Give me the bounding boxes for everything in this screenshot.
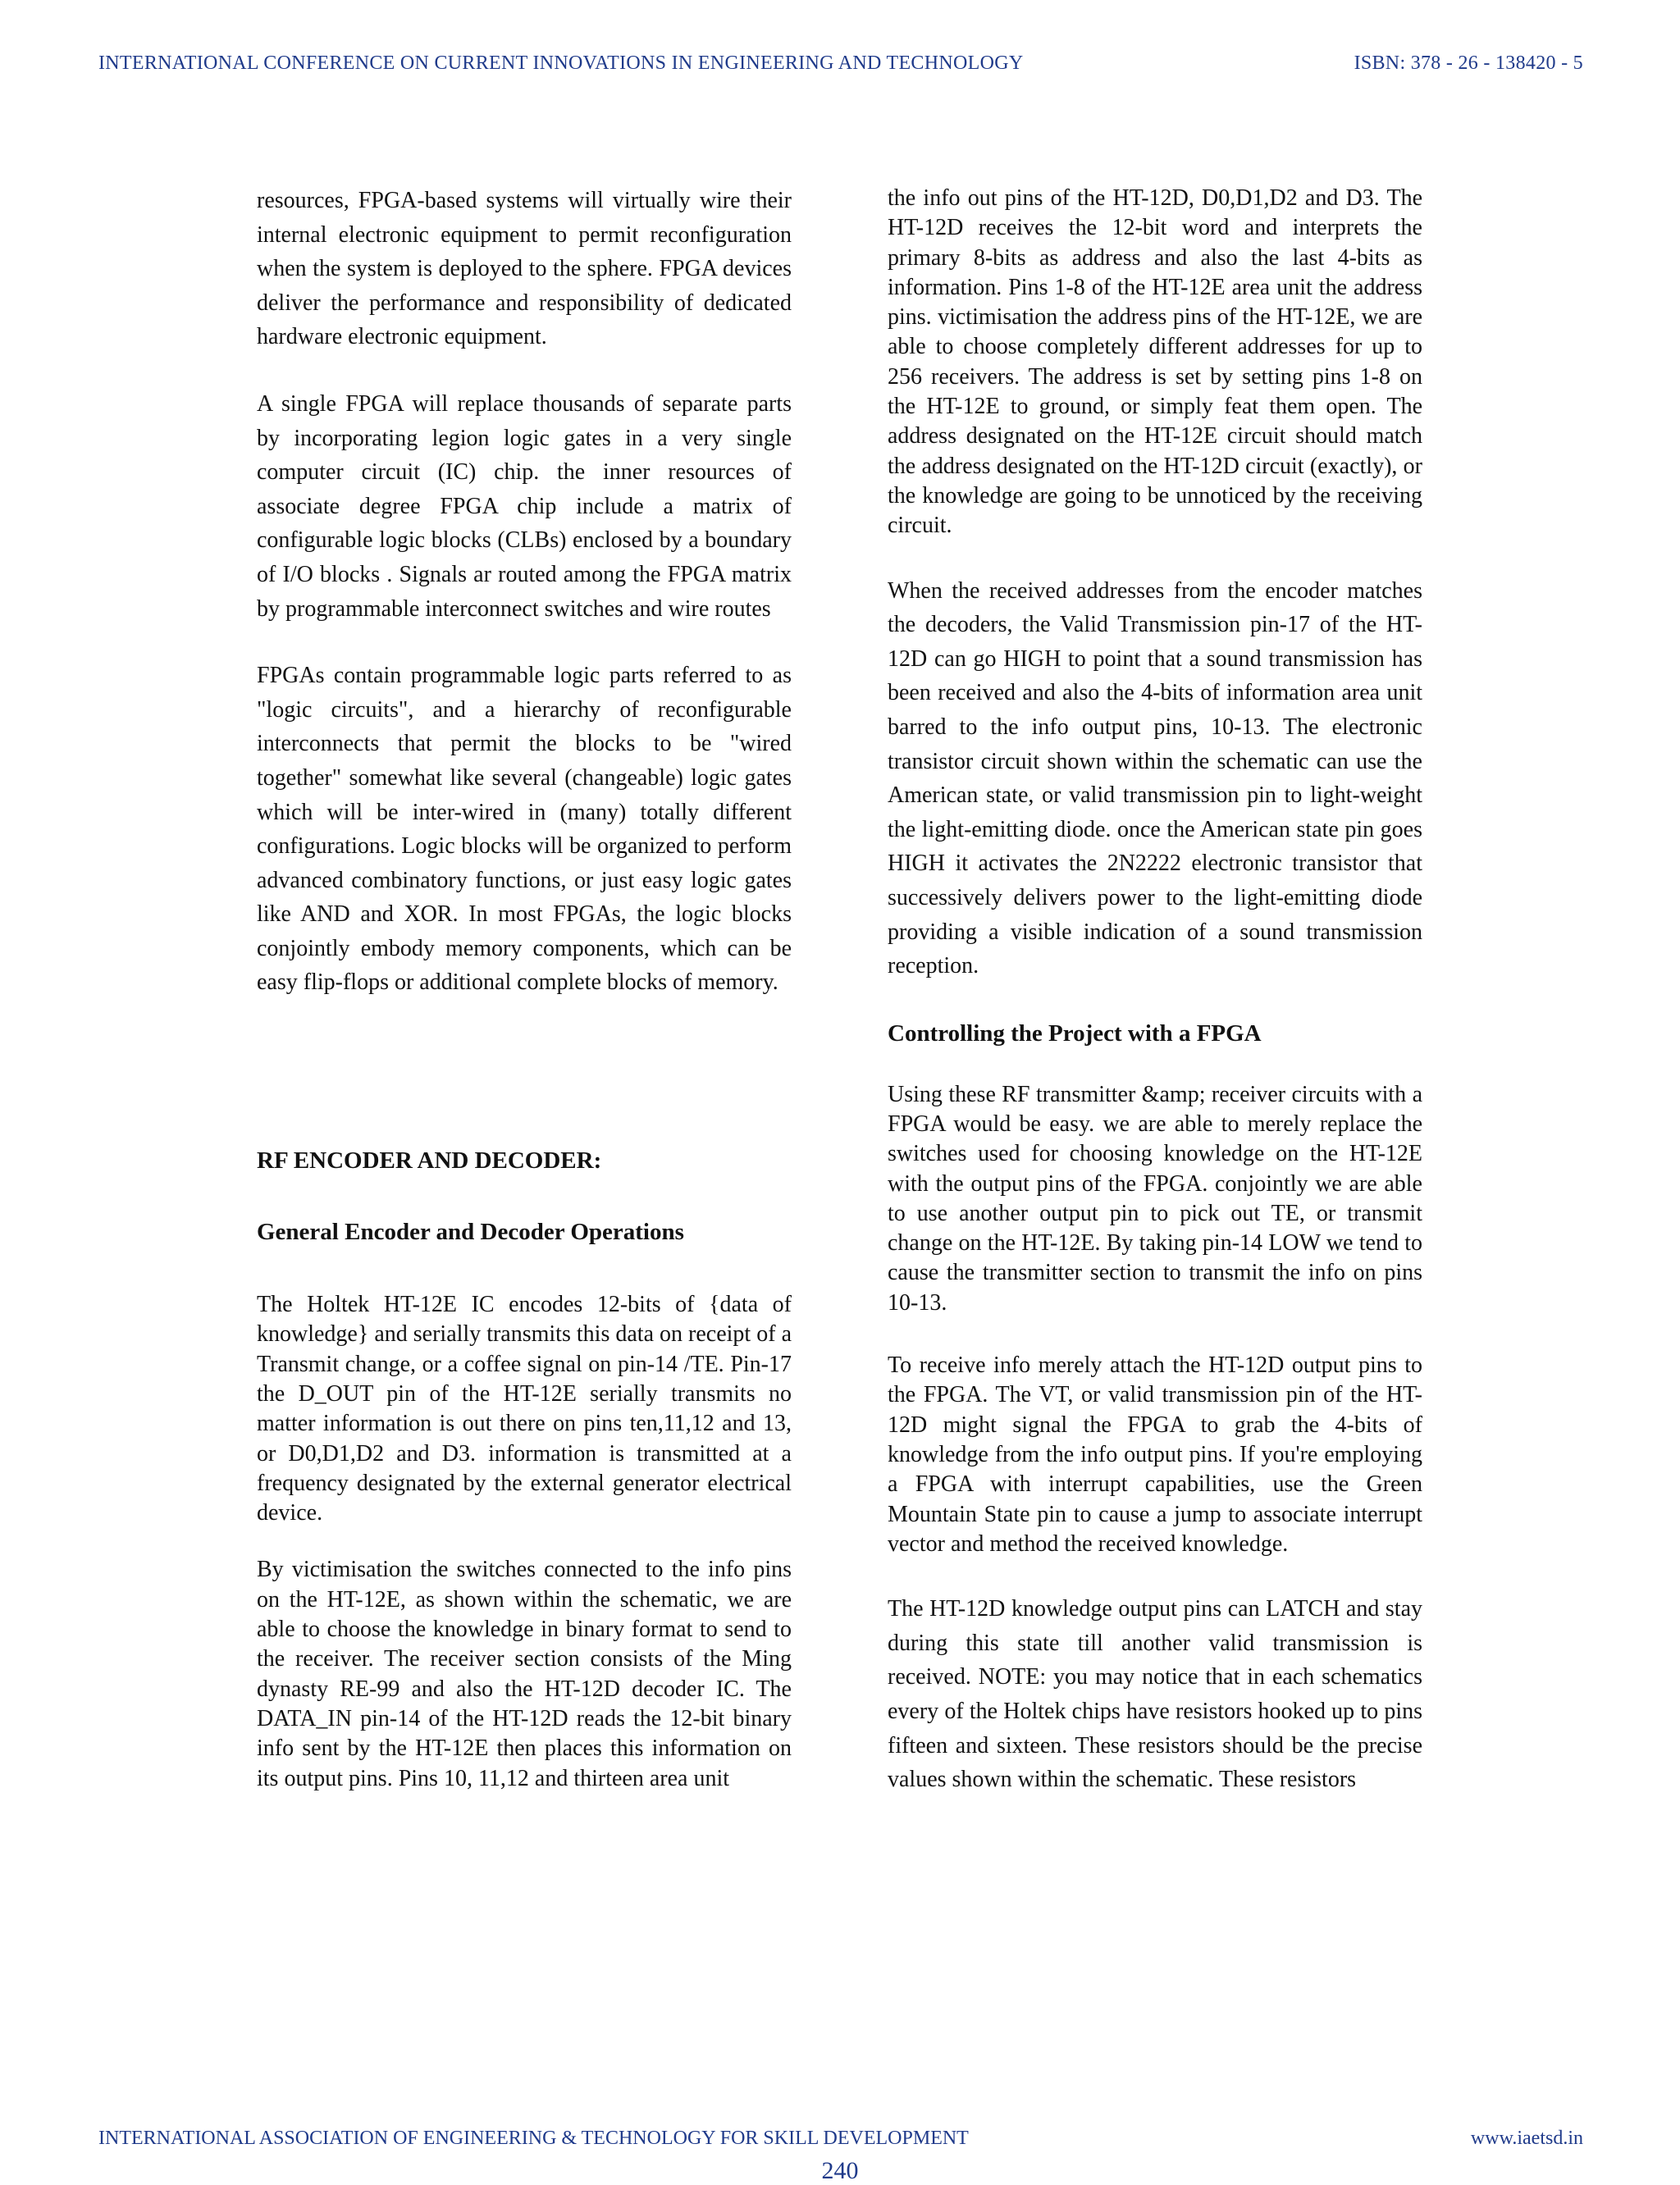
section-heading-rf-encoder: RF ENCODER AND DECODER: (257, 1147, 602, 1175)
right-column (888, 184, 1422, 1797)
paragraph-single-fpga: A single FPGA will replace thousands of separate parts by incorporating legion logic gates in a very single computer circuit (IC) chip. the inner resources of associate degree FPGA chip include a matrix of configurable logic blocks (CLBs) enclosed by a boundary of I/O blocks . Signals ar routed among the FPGA matrix by programmable interconnect switches and wire routes (257, 390, 792, 622)
paragraph-fpga-resources: resources, FPGA-based systems will virtually wire their internal electronic equipment to permit reconfiguration when the system is deployed to the sphere. FPGA devices deliver the performance and responsibility of dedicated hardware electronic equipment. (257, 188, 792, 350)
section-heading-controlling-fpga: Controlling the Project with a FPGA (888, 1020, 1262, 1047)
left-column (257, 184, 792, 1794)
paragraph-rf-transmitter: Using these RF transmitter &amp; receiver circuits with a FPGA would be easy. we are able to merely replace the switches used for choosing knowledge on the HT-12E with the output pins of the FPGA. conjointly we are able to use another output pin to pick out TE, or transmit change on the HT-12E. By taking pin-14 LOW we tend to cause the transmitter section to transmit the info on pins 10-13. (888, 1081, 1422, 1316)
running-header-conference: INTERNATIONAL CONFERENCE ON CURRENT INNOVATIONS IN ENGINEERING AND TECHNOLOGY (98, 52, 1024, 74)
footer-association: INTERNATIONAL ASSOCIATION OF ENGINEERING & TECHNOLOGY FOR SKILL DEVELOPMENT (98, 2128, 969, 2149)
footer-website-link[interactable]: www.iaetsd.in (1470, 2128, 1583, 2149)
page-number: 240 (821, 2157, 859, 2184)
paragraph-receive-info: To receive info merely attach the HT-12D output pins to the FPGA. The VT, or valid transmission pin of the HT-12D might signal the FPGA to grab the 4-bits of knowledge from the info output pins. If you're employing a FPGA with interrupt capabilities, use the Green Mountain State pin to cause a jump to associate interrupt vector and method the received knowledge. (888, 1353, 1422, 1557)
subsection-heading-operations: General Encoder and Decoder Operations (257, 1219, 684, 1246)
paragraph-valid-transmission: When the received addresses from the encoder matches the decoders, the Valid Transmission pin-17 of the HT-12D can go HIGH to point that a sound transmission has been received and also the 4-bits of information area unit barred to the info output pins, 10-13. The electronic transistor circuit shown within the schematic can use the American state, or valid transmission pin to light-weight the light-emitting diode. once the American state pin goes HIGH it activates the 2N2222 electronic transistor that successively delivers power to the light-emitting diode providing a visible indication of a sound transmission reception. (888, 577, 1422, 979)
paragraph-latch: The HT-12D knowledge output pins can LATCH and stay during this state till another valid transmission is received. NOTE: you may notice that in each schematics every of the Holtek chips have resistors hooked up to pins fifteen and sixteen. These resistors should be the precise values shown within the schematic. These resistors (888, 1596, 1422, 1793)
paragraph-holtek-encoder: The Holtek HT-12E IC encodes 12-bits of {data of knowledge} and serially transmits this data on receipt of a Transmit change, or a coffee signal on pin-14 /TE. Pin-17 the D_OUT pin of the HT-12E serially transmits no matter information is out there on pins ten,11,12 and 13, or D0,D1,D2 and D3. information is transmitted at a frequency designated by the external generator electrical device. (257, 1292, 792, 1526)
paragraph-info-pins: the info out pins of the HT-12D, D0,D1,D2 and D3. The HT-12D receives the 12-bit word and interprets the primary 8-bits as address and also the last 4-bits as information. Pins 1-8 of the HT-12E area unit the address pins. victimisation the address pins of the HT-12E, we are able to choose completely different addresses for up to 256 receivers. The address is set by setting pins 1-8 on the HT-12E to ground, or simply feat them open. The address designated on the HT-12E circuit should match the address designated on the HT-12D circuit (exactly), or the knowledge are going to be unnoticed by the receiving circuit. (888, 185, 1422, 539)
running-header-isbn: ISBN: 378 - 26 - 138420 - 5 (1354, 52, 1583, 74)
paragraph-fpga-logic: FPGAs contain programmable logic parts referred to as "logic circuits", and a hierarchy of reconfigurable interconnects that permit the blocks to be "wired together" somewhat like several (changeable) logic gates which will be inter-wired in (many) totally different configurations. Logic blocks will be organized to perform advanced combinatory functions, or just easy logic gates like AND and XOR. In most FPGAs, the logic blocks conjointly embody memory components, which can be easy flip-flops or additional complete blocks of memory. (257, 663, 792, 996)
paragraph-switches: By victimisation the switches connected to the info pins on the HT-12E, as shown within the schematic, we are able to choose the knowledge in binary format to send to the receiver. The receiver section consists of the Ming dynasty RE-99 and also the HT-12D decoder IC. The DATA_IN pin-14 of the HT-12D reads the 12-bit binary info sent by the HT-12E then places this information on its output pins. Pins 10, 11,12 and thirteen area unit (257, 1557, 792, 1791)
